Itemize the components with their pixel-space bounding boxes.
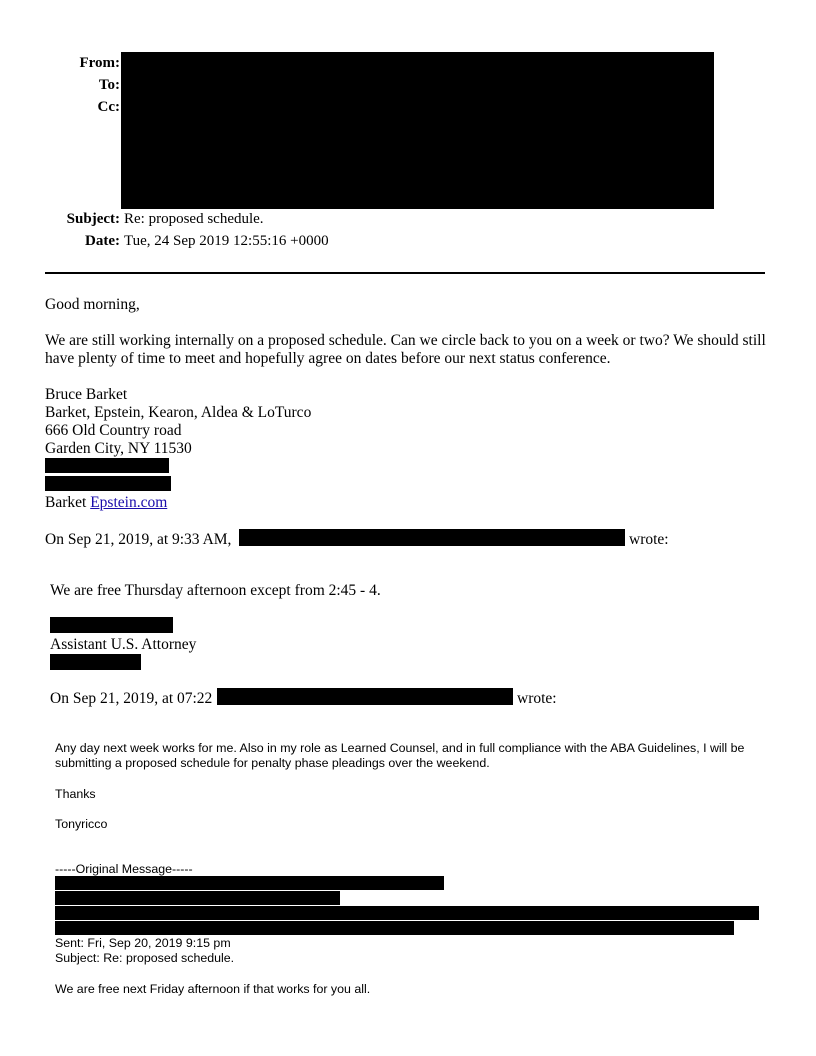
quote1-name-redaction [50,617,173,633]
date-label: Date: [85,233,120,249]
greeting: Good morning, [45,296,140,313]
quote2-sender-redaction [217,688,513,705]
quote1-message: We are free Thursday afternoon except from 2:45 - 4. [50,582,381,599]
signature-name: Bruce Barket [45,386,128,403]
quote2-signoff: Tonyricco [55,817,108,831]
header-divider [45,272,765,274]
quote1-attribution-prefix: On Sep 21, 2019, at 9:33 AM, [45,531,232,548]
quote1-title: Assistant U.S. Attorney [50,636,197,653]
body-paragraph: We are still working internally on a proposed schedule. Can we circle back to you on a week or two? We should still have plenty of time to meet and hopefully agree on dates before our next status conference. [45,332,766,367]
signature-address-line1: 666 Old Country road [45,422,182,439]
website-link[interactable]: Epstein.com [90,494,168,511]
original-subject: Subject: Re: proposed schedule. [55,951,235,965]
original-message: We are free next Friday afternoon if that works for you all. [55,982,371,996]
subject-value: Re: proposed schedule. [124,211,264,227]
original-cc-redaction-2 [55,921,734,935]
date-value: Tue, 24 Sep 2019 12:55:16 +0000 [124,233,329,249]
quote2-thanks: Thanks [55,787,96,801]
quote2-attribution-prefix: On Sep 21, 2019, at 07:22 [50,690,213,707]
quote1-sender-redaction [239,529,625,546]
quote1-attribution-suffix: wrote: [629,531,669,548]
signature-firm: Barket, Epstein, Kearon, Aldea & LoTurco [45,404,312,421]
subject-label: Subject: [66,211,120,227]
original-cc-redaction-1 [55,906,759,920]
signature-redaction-1 [45,458,169,473]
signature-address-line2: Garden City, NY 11530 [45,440,192,457]
signature-web-prefix: Barket [45,494,91,511]
original-sent: Sent: Fri, Sep 20, 2019 9:15 pm [55,936,231,950]
to-label: To: [98,77,120,93]
from-label: From: [79,55,120,71]
original-from-redaction [55,876,444,890]
signature-web [45,494,167,512]
header-redaction [121,52,714,209]
signature-redaction-2 [45,476,171,491]
quote1-contact-redaction [50,654,141,670]
original-to-redaction [55,891,340,905]
quote2-message: Any day next week works for me. Also in my role as Learned Counsel, and in full compliance with the ABA Guidelines, I will be submitting a proposed schedule for penalty phase pleadings over the weekend. [55,741,745,770]
quote2-attribution-suffix: wrote: [517,690,557,707]
cc-label: Cc: [97,99,120,115]
original-message-divider: -----Original Message----- [55,862,193,876]
